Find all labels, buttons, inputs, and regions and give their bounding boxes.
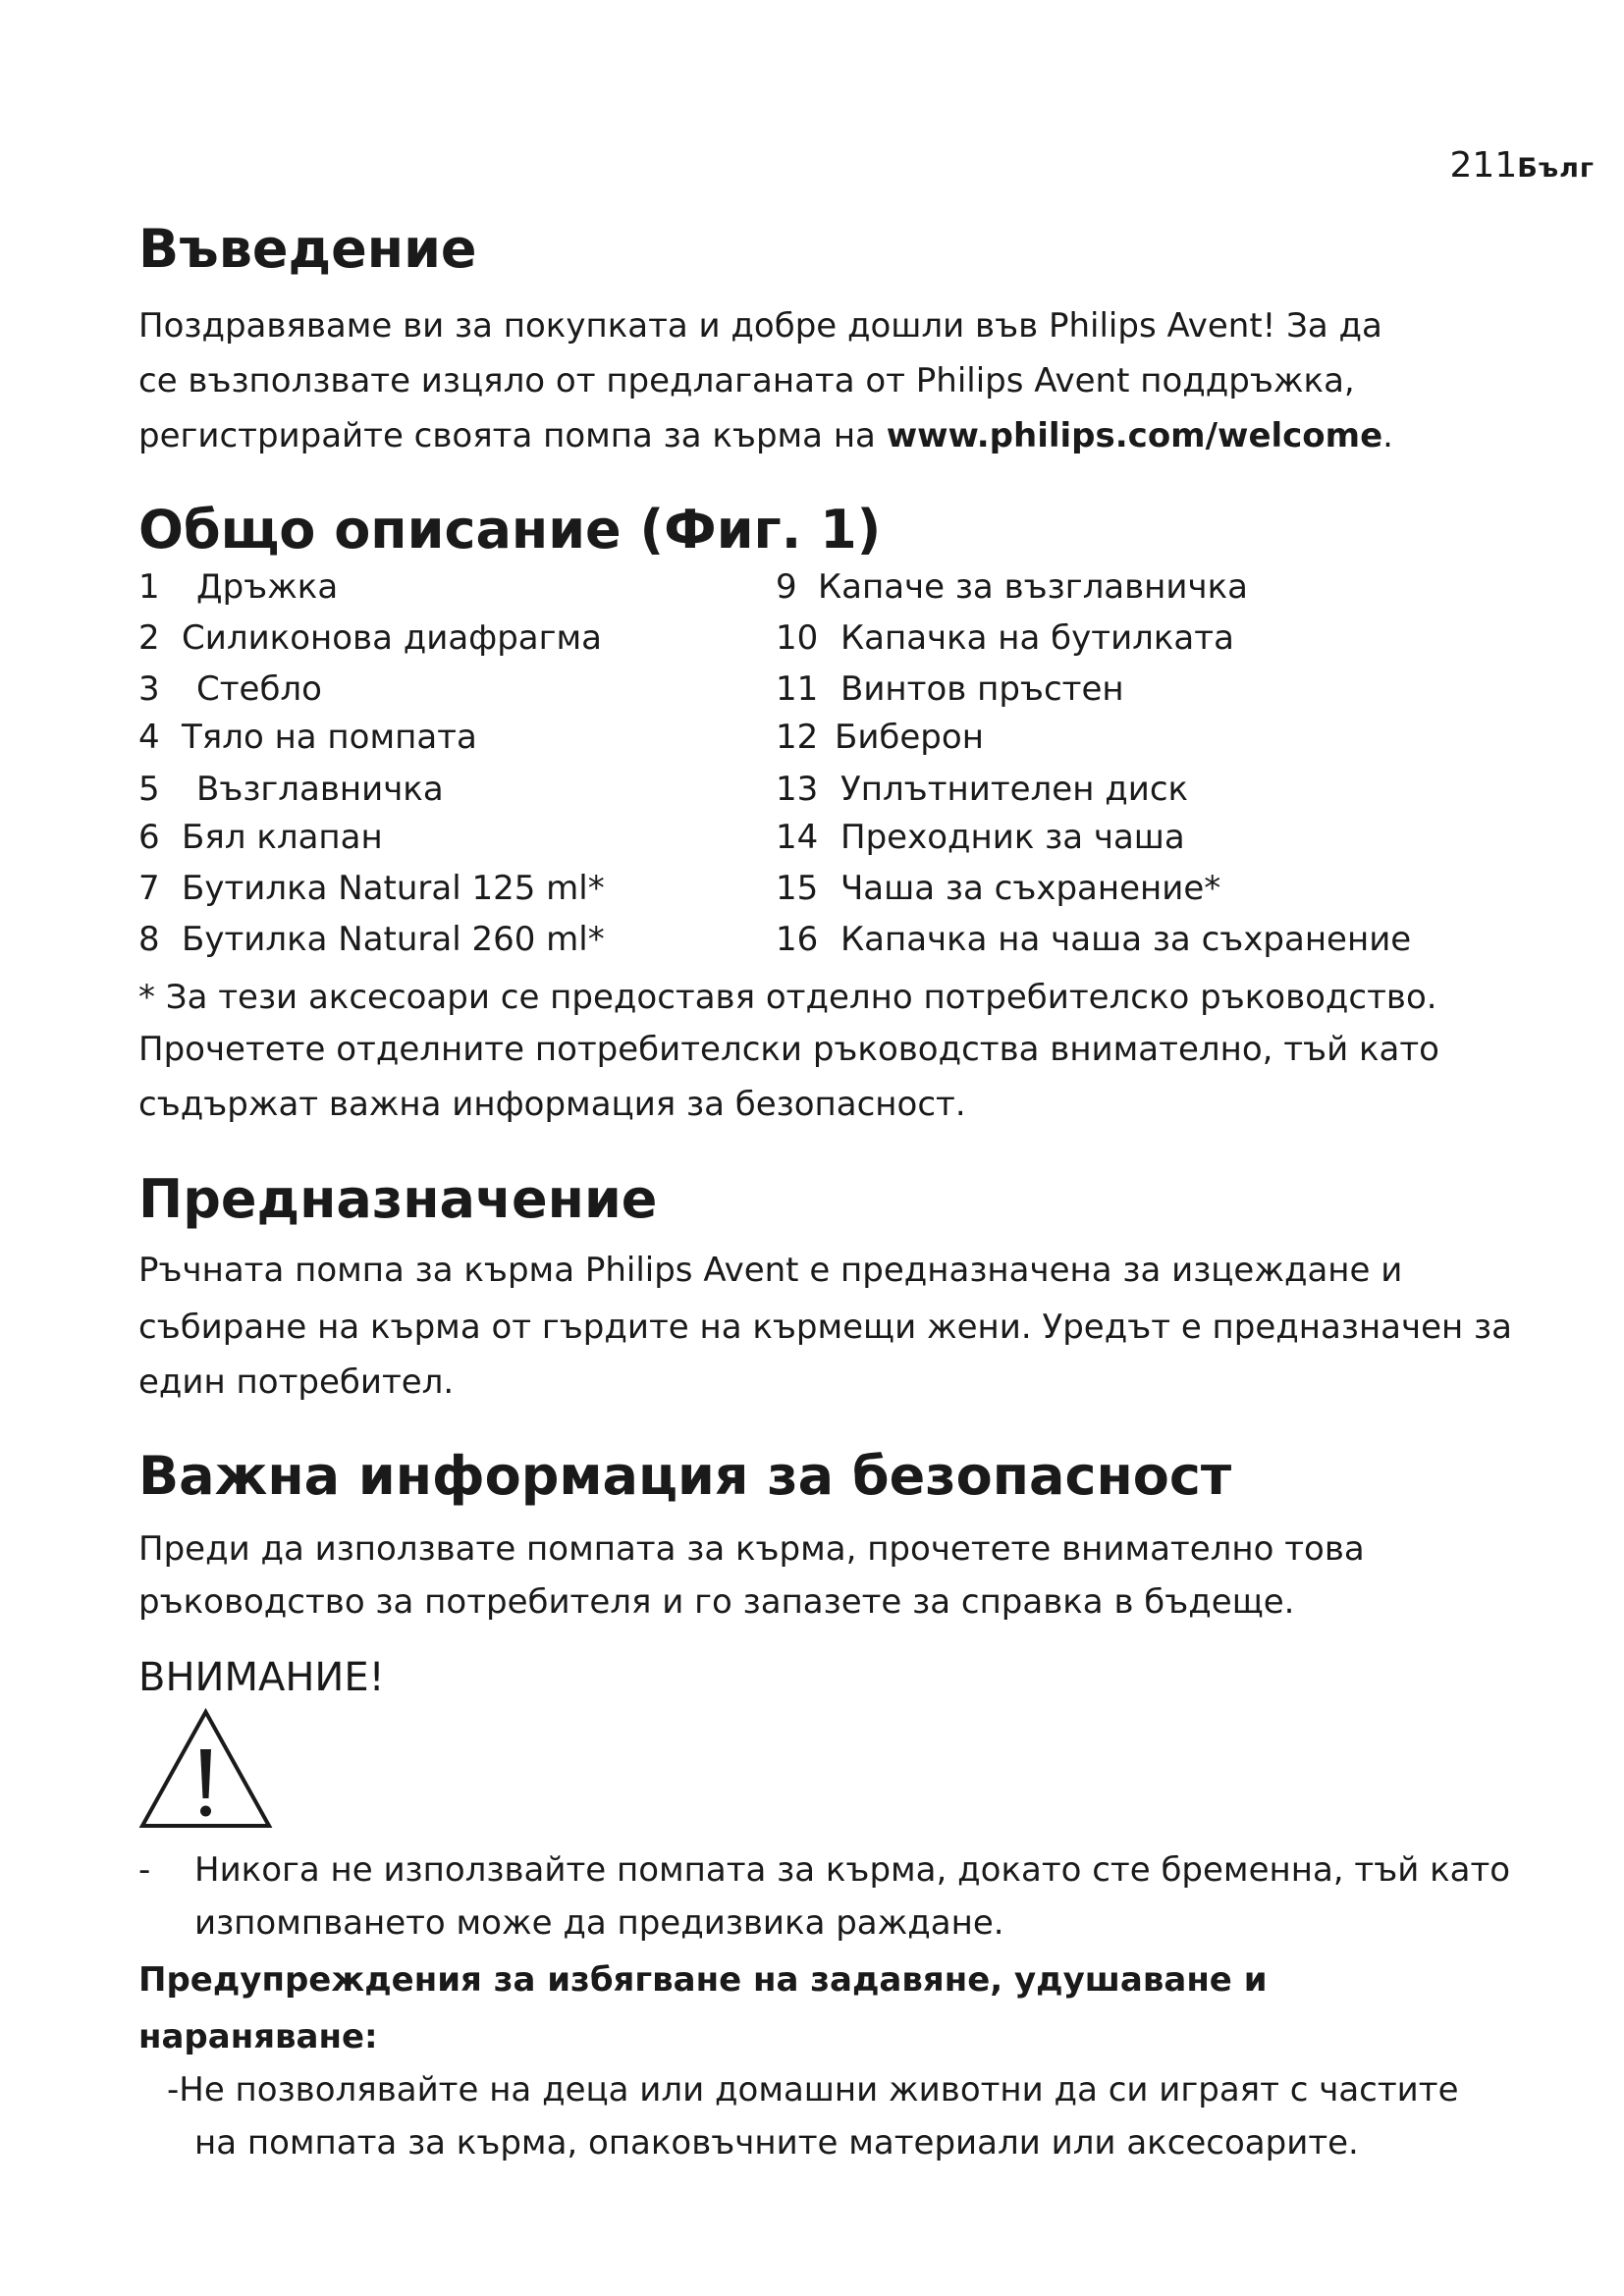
safety-line-2: ръководство за потребителя и го запазете за справка в бъдеще.: [138, 1582, 1295, 1622]
part-item-11: 11 Винтов пръстен: [776, 669, 1124, 709]
intro-line-3: [138, 410, 1393, 462]
part-item-15: 15 Чаша за съхранение*: [776, 869, 1221, 908]
choking-warning-heading-line-2: нараняване:: [138, 2017, 378, 2056]
part-item-13: 13 Уплътнителен диск: [776, 770, 1189, 809]
overview-note-1: * За тези аксесоари се предоставя отделно потребителско ръководство.: [138, 978, 1437, 1017]
part-item-16: 16 Капачка на чаша за съхранение: [776, 920, 1412, 959]
part-item-6: 6 Бял клапан: [138, 818, 383, 857]
overview-note-2: Прочетете отделните потребителски ръководства внимателно, тъй като: [138, 1030, 1439, 1069]
warning-item-2-line-2: на помпата за кърма, опаковъчните материали или аксесоарите.: [194, 2123, 1359, 2163]
part-item-5: 5 Възглавничка: [138, 770, 444, 809]
part-item-9: 9 Капаче за възглавничка: [776, 567, 1248, 607]
language-label: Бълг: [1517, 153, 1595, 184]
intro-line-2: се възползвате изцяло от предлаганата от Philips Avent поддръжка,: [138, 361, 1355, 400]
choking-warning-heading-line-1: Предупреждения за избягване на задавяне, удушаване и: [138, 1960, 1268, 2000]
purpose-heading: Предназначение: [138, 1168, 658, 1230]
warning-label: ВНИМАНИЕ!: [138, 1655, 385, 1700]
warning-bullet-dash: -: [138, 1850, 151, 1890]
page-number: [1450, 145, 1595, 186]
intro-line-3-prefix: регистрирайте своята помпа за кърма на: [138, 416, 887, 455]
purpose-line-1: Ръчната помпа за кърма Philips Avent е предназначена за изцеждане и: [138, 1251, 1403, 1290]
overview-note-3: съдържат важна информация за безопасност.: [138, 1085, 966, 1124]
intro-heading: Въведение: [138, 218, 477, 280]
safety-heading: Важна информация за безопасност: [138, 1445, 1232, 1507]
part-item-7: 7 Бутилка Natural 125 ml*: [138, 869, 605, 908]
warning-item-2-line-1: -Не позволявайте на деца или домашни животни да си играят с частите: [167, 2070, 1459, 2109]
part-item-8: 8 Бутилка Natural 260 ml*: [138, 920, 605, 959]
safety-line-1: Преди да използвате помпата за кърма, прочетете внимателно това: [138, 1529, 1365, 1569]
overview-heading: Общо описание (Фиг. 1): [138, 499, 882, 561]
part-item-4: 4 Тяло на помпата: [138, 718, 477, 757]
welcome-url-link[interactable]: www.philips.com/welcome: [886, 416, 1383, 455]
part-item-10: 10 Капачка на бутилката: [776, 618, 1234, 658]
part-item-3: 3 Стебло: [138, 669, 322, 709]
intro-line-1: Поздравяваме ви за покупката и добре дошли във Philips Avent! За да: [138, 306, 1382, 346]
part-item-2: 2 Силиконова диафрагма: [138, 618, 602, 658]
purpose-line-3: един потребител.: [138, 1362, 455, 1402]
part-item-1: 1 Дръжка: [138, 567, 339, 607]
warning-triangle-icon: [138, 1708, 273, 1830]
intro-line-3-suffix: .: [1382, 416, 1393, 455]
warning-item-1-line-1: Никога не използвайте помпата за кърма, докато сте бременна, тъй като: [194, 1850, 1511, 1890]
part-item-12: 12 Биберон: [776, 718, 984, 757]
page-number-value: 211: [1449, 145, 1518, 186]
purpose-line-2: събиране на кърма от гърдите на кърмещи жени. Уредът е предназначен за: [138, 1308, 1512, 1347]
part-item-14: 14 Преходник за чаша: [776, 818, 1185, 857]
warning-item-1-line-2: изпомпването може да предизвика раждане.: [194, 1903, 1004, 1943]
